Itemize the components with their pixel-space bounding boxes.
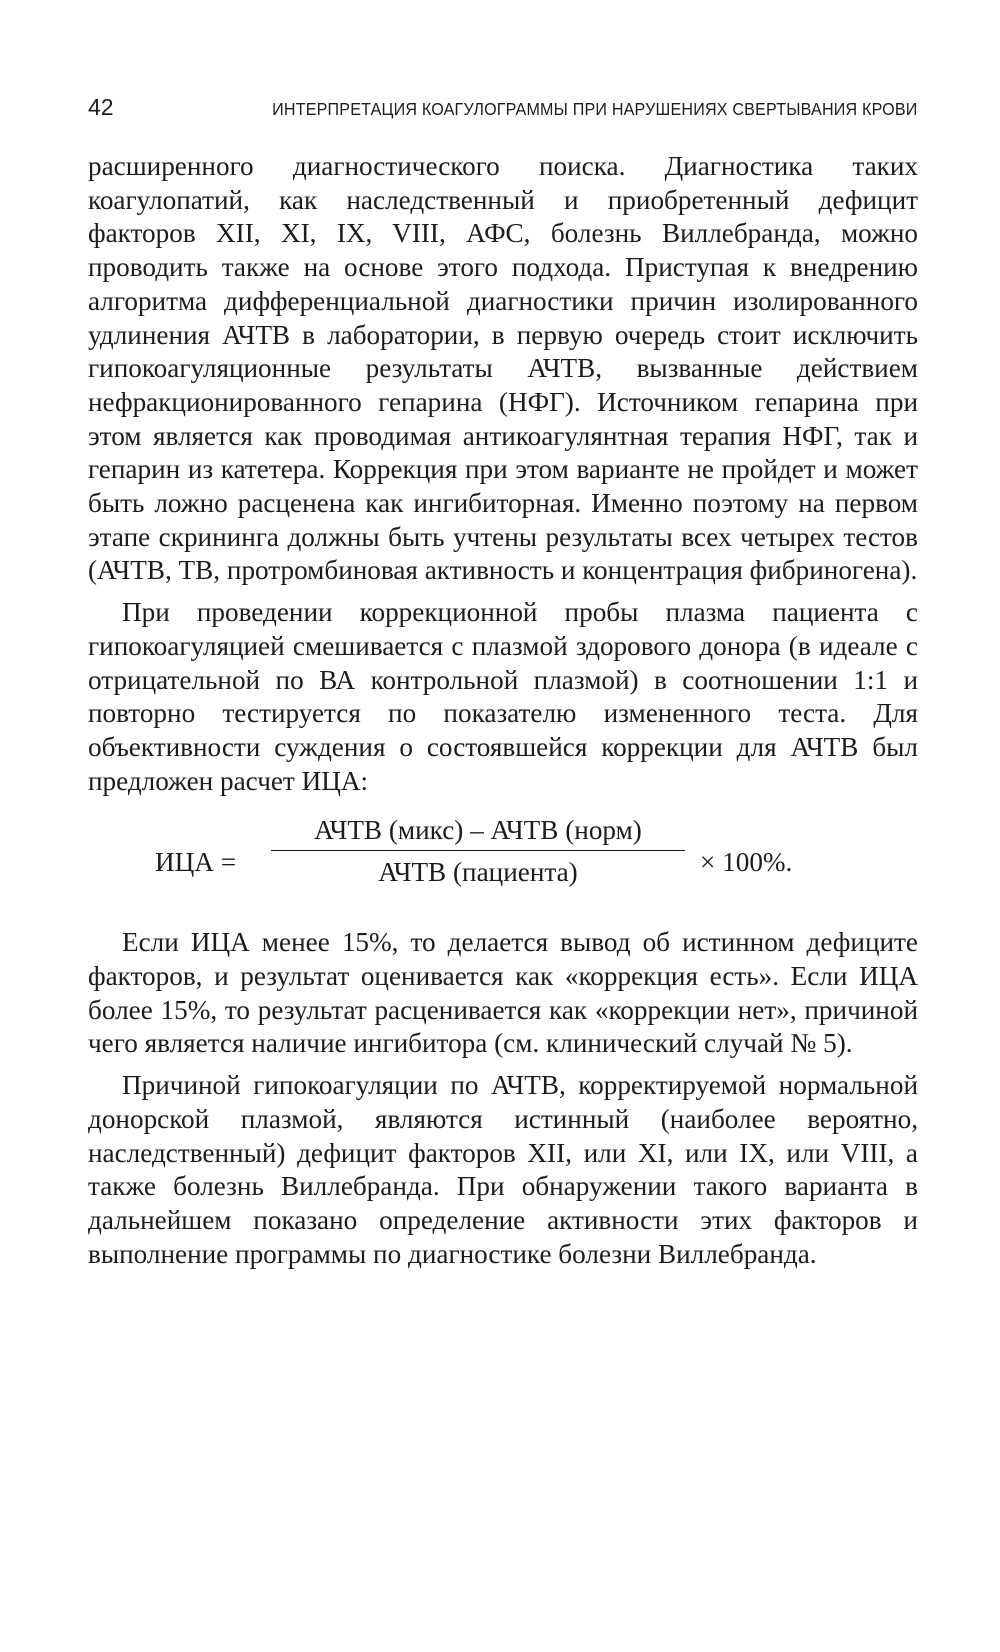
page-body xyxy=(88,150,918,1271)
paragraph-continued: расширенного диагностического поиска. Диагностика таких коагулопатий, как наследственный и приобретенный дефицит факторов XII, XI, IX, VIII, АФС, болезнь Виллебранда, можно проводить также на основе этого подхода. Приступая к внедрению алгоритма дифференциальной диагностики причин изолированного удлинения АЧТВ в лаборатории, в первую очередь стоит исключить гипокоагуляционные результаты АЧТВ, вызванные действием нефракционированного гепарина (НФГ). Источником гепарина при этом является как проводимая антикоагулянтная терапия НФГ, так и гепарин из катетера. Коррекция при этом варианте не пройдет и может быть ложно расценена как ингибиторная. Именно поэтому на первом этапе скрининга должны быть учтены результаты всех четырех тестов (АЧТВ, ТВ, протромбиновая активность и концентрация фибриногена). xyxy=(88,151,918,586)
formula-fraction xyxy=(271,812,685,890)
ica-formula xyxy=(88,798,918,926)
running-head: ИНТЕРПРЕТАЦИЯ КОАГУЛОГРАММЫ ПРИ НАРУШЕНИЯХ СВЕРТЫВАНИЯ КРОВИ xyxy=(272,99,918,119)
formula-denominator: АЧТВ (пациента) xyxy=(378,857,578,888)
page-number: 42 xyxy=(88,94,114,120)
paragraph-correction-test: При проведении коррекционной пробы плазма пациента с гипокоагуляцией смешивается с плазмой здорового донора (в идеале с отрицательной по ВА контрольной плазмой) в соотношении 1:1 и повторно тестируется по показателю измененного теста. Для объективности суждения о состоявшейся коррекции для АЧТВ был предложен расчет ИЦА: xyxy=(88,597,918,796)
formula-numerator: АЧТВ (микс) – АЧТВ (норм) xyxy=(314,815,642,846)
formula-rhs: × 100%. xyxy=(700,847,793,878)
formula-lhs: ИЦА = xyxy=(155,847,237,878)
page-header xyxy=(88,94,918,124)
fraction-bar xyxy=(271,850,685,851)
paragraph-ica-interpretation: Если ИЦА менее 15%, то делается вывод об истинном дефиците факторов, и результат оценивается как «коррекция есть». Если ИЦА более 15%, то результат расценивается как «коррекции нет», причиной чего является наличие ингибитора (см. клинический случай № 5). xyxy=(88,927,918,1059)
paragraph-causes: Причиной гипокоагуляции по АЧТВ, корректируемой нормальной донорской плазмой, являются истинный (наиболее вероятно, наследственный) дефицит факторов XII, или XI, или IX, или VIII, а также болезнь Виллебранда. При обнаружении такого варианта в дальнейшем показано определение активности этих факторов и выполнение программы по диагностике болезни Виллебранда. xyxy=(88,1070,918,1269)
